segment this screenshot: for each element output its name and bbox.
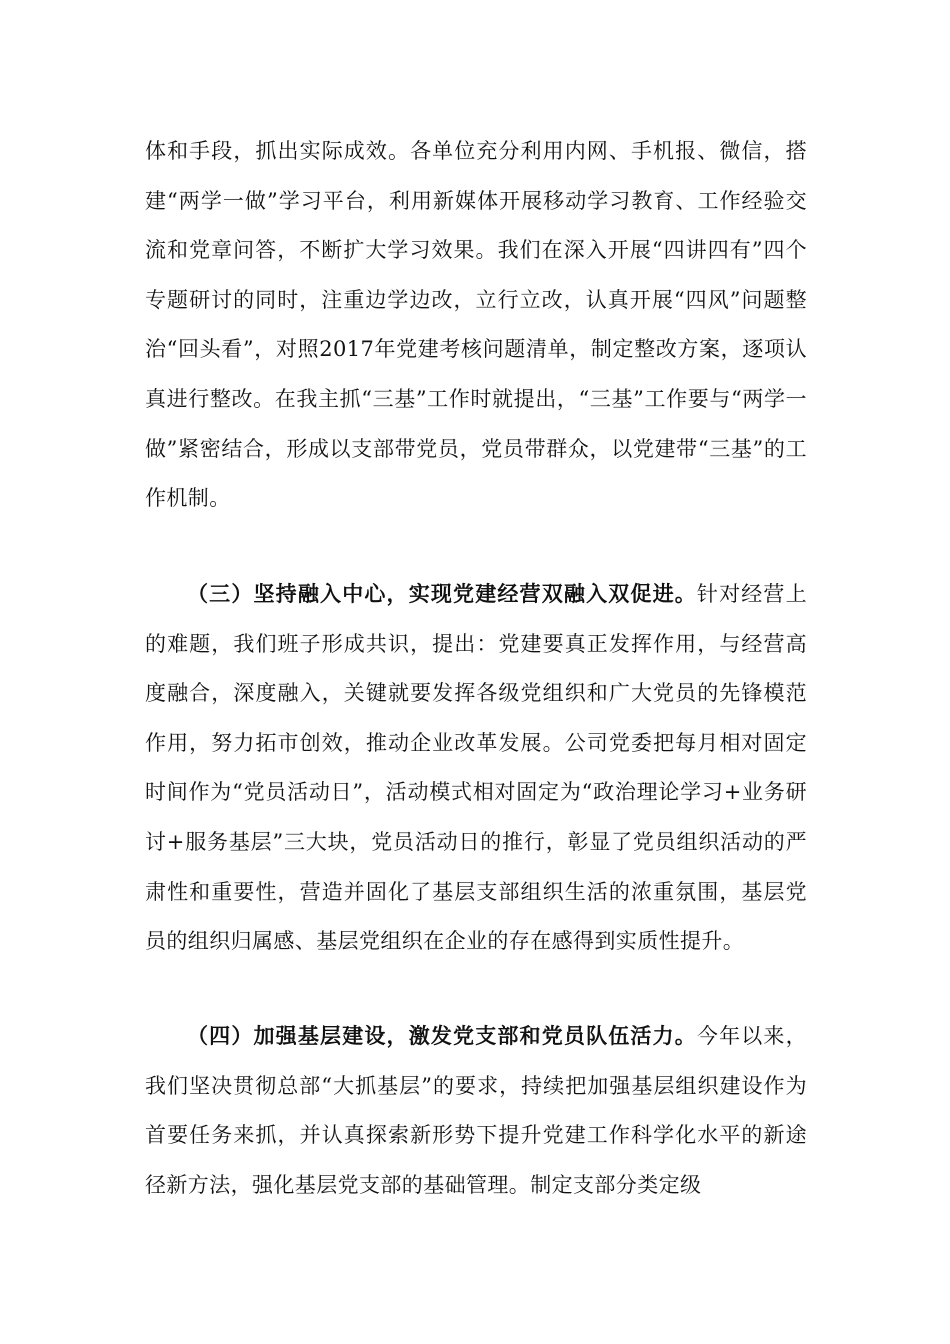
paragraph-text: 体和手段，抓出实际成效。各单位充分利用内网、手机报、微信，搭建“两学一做”学习平台，利用新媒体开展移动学习教育、工作经验交流和党章问答，不断扩大学习效果。我们在深入开展“四讲四有”四个专题研讨的同时，注重边学边改，立行立改，认真开展“四风”问题整治“回头看”，对照2017年党建考核问题清单，制定整改方案，逐项认真进行整改。在我主抓“三基”工作时就提出，“三基”工作要与“两学一做”紧密结合，形成以支部带党员，党员带群众，以党建带“三基”的工作机制。: [145, 139, 807, 511]
section-heading: （四）加强基层建设，激发党支部和党员队伍活力。: [187, 1024, 697, 1048]
section-heading: （三）坚持融入中心，实现党建经营双融入双促进。: [187, 582, 697, 606]
paragraph-section-four: [145, 1012, 807, 1210]
paragraph-text: 今年以来，我们坚决贯彻总部“大抓基层”的要求，持续把加强基层组织建设作为首要任务来抓，并认真探索新形势下提升党建工作科学化水平的新途径新方法，强化基层党支部的基础管理。制定支部分类定级: [145, 1024, 808, 1197]
paragraph-section-three: [145, 570, 807, 967]
paragraph-continuation: [145, 127, 807, 524]
paragraph-text: 针对经营上的难题，我们班子形成共识，提出：党建要真正发挥作用，与经营高度融合，深度融入，关键就要发挥各级党组织和广大党员的先锋模范作用，努力拓市创效，推动企业改革发展。公司党委把每月相对固定时间作为“党员活动日”，活动模式相对固定为“政治理论学习+业务研讨+服务基层”三大块，党员活动日的推行，彰显了党员组织活动的严肃性和重要性，营造并固化了基层支部组织生活的浓重氛围，基层党员的组织归属感、基层党组织在企业的存在感得到实质性提升。: [145, 582, 808, 954]
